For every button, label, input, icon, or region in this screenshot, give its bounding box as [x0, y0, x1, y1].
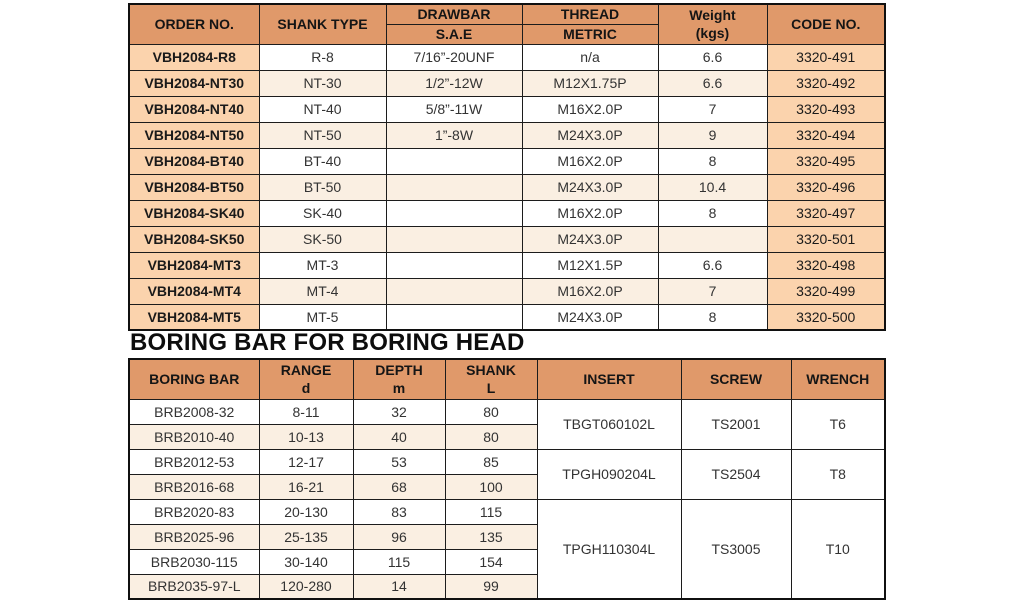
weight-cell: 7 [658, 96, 767, 122]
metric-subheader: METRIC [522, 24, 658, 44]
shank-cell: 135 [445, 524, 537, 549]
depth-cell: 96 [353, 524, 445, 549]
code-no-header: CODE NO. [767, 4, 885, 44]
shank-cell: 100 [445, 474, 537, 499]
table-row [129, 278, 885, 304]
thread-metric-cell: M24X3.0P [522, 122, 658, 148]
thread-header: THREAD [522, 4, 658, 24]
boring-bar-cell: BRB2012-53 [129, 449, 259, 474]
shank-type-cell: BT-50 [259, 174, 386, 200]
weight-cell: 9 [658, 122, 767, 148]
table-row [129, 174, 885, 200]
depth-cell: 53 [353, 449, 445, 474]
depth-cell: 115 [353, 549, 445, 574]
weight-header-line2: (kgs) [695, 25, 730, 42]
thread-metric-cell: M12X1.5P [522, 252, 658, 278]
shank-type-cell: MT-5 [259, 304, 386, 330]
weight-cell [658, 226, 767, 252]
code-no-cell: 3320-497 [767, 200, 885, 226]
code-no-cell: 3320-491 [767, 44, 885, 70]
boring-bar-cell: BRB2025-96 [129, 524, 259, 549]
boring-bar-cell: BRB2035-97-L [129, 574, 259, 599]
range-header-line2: d [301, 380, 311, 397]
range-cell: 8-11 [259, 399, 353, 424]
drawbar-sae-cell [386, 174, 522, 200]
weight-header [658, 4, 767, 44]
insert-cell: TPGH090204L [537, 449, 681, 499]
shank-type-cell: NT-30 [259, 70, 386, 96]
code-no-cell: 3320-495 [767, 148, 885, 174]
wrench-cell: T8 [791, 449, 885, 499]
drawbar-sae-cell: 1”-8W [386, 122, 522, 148]
table-row [129, 122, 885, 148]
shank-cell: 80 [445, 424, 537, 449]
code-no-cell: 3320-493 [767, 96, 885, 122]
code-no-cell: 3320-501 [767, 226, 885, 252]
drawbar-sae-cell: 7/16”-20UNF [386, 44, 522, 70]
drawbar-sae-cell: 1/2”-12W [386, 70, 522, 96]
depth-header-line2: m [392, 380, 406, 397]
thread-metric-cell: M16X2.0P [522, 96, 658, 122]
range-cell: 30-140 [259, 549, 353, 574]
shank-type-cell: SK-50 [259, 226, 386, 252]
shank-type-cell: MT-4 [259, 278, 386, 304]
section-title: BORING BAR FOR BORING HEAD [130, 329, 525, 356]
thread-metric-cell: M16X2.0P [522, 148, 658, 174]
screw-cell: TS2001 [681, 399, 791, 449]
order-no-cell: VBH2084-NT40 [129, 96, 259, 122]
wrench-cell: T10 [791, 499, 885, 599]
boring-bar-cell: BRB2008-32 [129, 399, 259, 424]
shank-type-cell: NT-40 [259, 96, 386, 122]
wrench-header: WRENCH [791, 359, 885, 399]
range-header [259, 359, 353, 399]
range-header-line1: RANGE [280, 362, 332, 379]
weight-cell: 10.4 [658, 174, 767, 200]
order-no-cell: VBH2084-SK40 [129, 200, 259, 226]
thread-metric-cell: M24X3.0P [522, 304, 658, 330]
drawbar-sae-cell [386, 200, 522, 226]
order-no-cell: VBH2084-MT3 [129, 252, 259, 278]
range-cell: 16-21 [259, 474, 353, 499]
shank-cell: 85 [445, 449, 537, 474]
order-no-cell: VBH2084-NT30 [129, 70, 259, 96]
order-no-cell: VBH2084-MT4 [129, 278, 259, 304]
code-no-cell: 3320-494 [767, 122, 885, 148]
boring-head-table-header [129, 4, 885, 44]
table-row [129, 70, 885, 96]
drawbar-sae-cell [386, 278, 522, 304]
weight-cell: 8 [658, 148, 767, 174]
weight-cell: 7 [658, 278, 767, 304]
depth-cell: 32 [353, 399, 445, 424]
range-cell: 25-135 [259, 524, 353, 549]
shank-header [445, 359, 537, 399]
shank-cell: 115 [445, 499, 537, 524]
boring-bar-cell: BRB2010-40 [129, 424, 259, 449]
code-no-cell: 3320-500 [767, 304, 885, 330]
boring-bar-header: BORING BAR [129, 359, 259, 399]
code-no-cell: 3320-498 [767, 252, 885, 278]
order-no-cell: VBH2084-MT5 [129, 304, 259, 330]
order-no-cell: VBH2084-R8 [129, 44, 259, 70]
thread-metric-cell: M24X3.0P [522, 226, 658, 252]
shank-cell: 99 [445, 574, 537, 599]
table-row [129, 399, 885, 424]
drawbar-sae-cell: 5/8”-11W [386, 96, 522, 122]
thread-metric-cell: M16X2.0P [522, 200, 658, 226]
weight-cell: 8 [658, 200, 767, 226]
thread-metric-cell: M24X3.0P [522, 174, 658, 200]
depth-header-line1: DEPTH [375, 362, 423, 379]
table-row [129, 96, 885, 122]
table-row [129, 304, 885, 330]
table-row [129, 44, 885, 70]
range-cell: 10-13 [259, 424, 353, 449]
table-row [129, 252, 885, 278]
weight-cell: 6.6 [658, 252, 767, 278]
table-row [129, 449, 885, 474]
shank-type-cell: SK-40 [259, 200, 386, 226]
weight-cell: 8 [658, 304, 767, 330]
thread-metric-cell: M16X2.0P [522, 278, 658, 304]
depth-cell: 68 [353, 474, 445, 499]
range-cell: 120-280 [259, 574, 353, 599]
shank-cell: 80 [445, 399, 537, 424]
boring-bar-cell: BRB2020-83 [129, 499, 259, 524]
range-cell: 20-130 [259, 499, 353, 524]
drawbar-sae-cell [386, 226, 522, 252]
shank-type-cell: R-8 [259, 44, 386, 70]
weight-cell: 6.6 [658, 70, 767, 96]
boring-bar-cell: BRB2016-68 [129, 474, 259, 499]
boring-bar-cell: BRB2030-115 [129, 549, 259, 574]
depth-header [353, 359, 445, 399]
boring-head-table [128, 3, 886, 331]
screw-cell: TS3005 [681, 499, 791, 599]
drawbar-sae-cell [386, 304, 522, 330]
screw-cell: TS2504 [681, 449, 791, 499]
insert-cell: TPGH110304L [537, 499, 681, 599]
sae-subheader: S.A.E [386, 24, 522, 44]
weight-cell: 6.6 [658, 44, 767, 70]
drawbar-header: DRAWBAR [386, 4, 522, 24]
order-no-header: ORDER NO. [129, 4, 259, 44]
order-no-cell: VBH2084-BT40 [129, 148, 259, 174]
table-row [129, 200, 885, 226]
thread-metric-cell: n/a [522, 44, 658, 70]
screw-header: SCREW [681, 359, 791, 399]
thread-metric-cell: M12X1.75P [522, 70, 658, 96]
table-row [129, 499, 885, 524]
code-no-cell: 3320-499 [767, 278, 885, 304]
insert-cell: TBGT060102L [537, 399, 681, 449]
table-row [129, 148, 885, 174]
boring-bar-table [128, 358, 886, 600]
shank-type-cell: MT-3 [259, 252, 386, 278]
order-no-cell: VBH2084-SK50 [129, 226, 259, 252]
shank-type-cell: BT-40 [259, 148, 386, 174]
insert-header: INSERT [537, 359, 681, 399]
order-no-cell: VBH2084-BT50 [129, 174, 259, 200]
drawbar-sae-cell [386, 252, 522, 278]
depth-cell: 83 [353, 499, 445, 524]
shank-cell: 154 [445, 549, 537, 574]
code-no-cell: 3320-496 [767, 174, 885, 200]
table-row [129, 226, 885, 252]
boring-bar-table-header [129, 359, 885, 399]
weight-header-line1: Weight [689, 7, 736, 24]
depth-cell: 40 [353, 424, 445, 449]
shank-type-cell: NT-50 [259, 122, 386, 148]
shank-header-line1: SHANK [466, 362, 516, 379]
range-cell: 12-17 [259, 449, 353, 474]
wrench-cell: T6 [791, 399, 885, 449]
order-no-cell: VBH2084-NT50 [129, 122, 259, 148]
drawbar-sae-cell [386, 148, 522, 174]
depth-cell: 14 [353, 574, 445, 599]
shank-type-header: SHANK TYPE [259, 4, 386, 44]
code-no-cell: 3320-492 [767, 70, 885, 96]
shank-header-line2: L [486, 380, 496, 397]
